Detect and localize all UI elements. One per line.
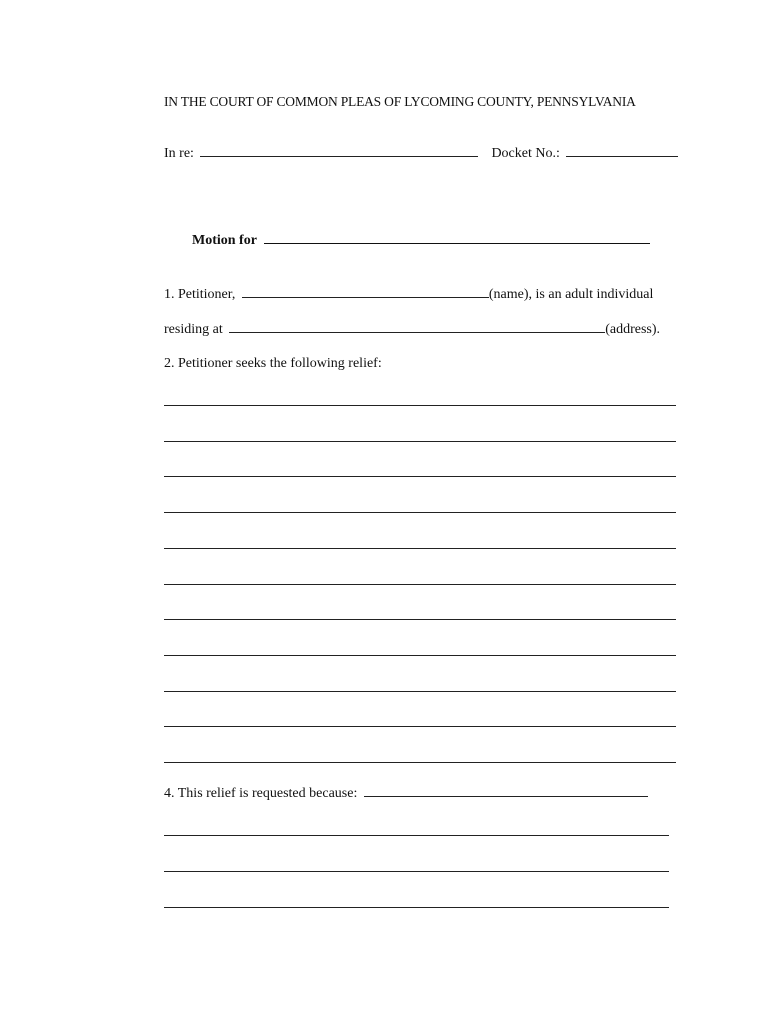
- relief-line[interactable]: [164, 441, 676, 442]
- petitioner-name-suffix: (name), is an adult individual: [488, 287, 654, 302]
- relief-line[interactable]: [164, 584, 676, 585]
- caption-row: [164, 143, 678, 163]
- relief-line[interactable]: [164, 476, 676, 477]
- petitioner-name-field[interactable]: [242, 284, 489, 298]
- docket-field[interactable]: [566, 143, 678, 157]
- reason-field[interactable]: [364, 783, 648, 797]
- relief-line[interactable]: [164, 548, 676, 549]
- reason-line[interactable]: [164, 835, 669, 836]
- petitioner-row: [164, 284, 653, 304]
- relief-line[interactable]: [164, 762, 676, 763]
- petitioner-prefix: 1. Petitioner,: [164, 287, 236, 302]
- relief-heading: 2. Petitioner seeks the following relief:: [164, 356, 382, 371]
- court-title: IN THE COURT OF COMMON PLEAS OF LYCOMING COUNTY, PENNSYLVANIA: [164, 94, 636, 109]
- reason-line[interactable]: [164, 907, 669, 908]
- residing-label: residing at: [164, 322, 223, 337]
- address-suffix: (address).: [605, 322, 661, 337]
- relief-line[interactable]: [164, 619, 676, 620]
- relief-line[interactable]: [164, 512, 676, 513]
- motion-label: Motion for: [192, 233, 257, 248]
- relief-line[interactable]: [164, 691, 676, 692]
- reason-row: [164, 783, 648, 803]
- relief-line[interactable]: [164, 405, 676, 406]
- reason-heading: 4. This relief is requested because:: [164, 786, 358, 801]
- motion-field[interactable]: [264, 230, 650, 244]
- address-field[interactable]: [229, 319, 605, 333]
- address-row: [164, 319, 660, 339]
- in-re-label: In re:: [164, 146, 194, 161]
- reason-line[interactable]: [164, 871, 669, 872]
- relief-line[interactable]: [164, 655, 676, 656]
- motion-row: [192, 230, 650, 250]
- docket-label: Docket No.:: [491, 146, 560, 161]
- in-re-field[interactable]: [200, 143, 478, 157]
- relief-line[interactable]: [164, 726, 676, 727]
